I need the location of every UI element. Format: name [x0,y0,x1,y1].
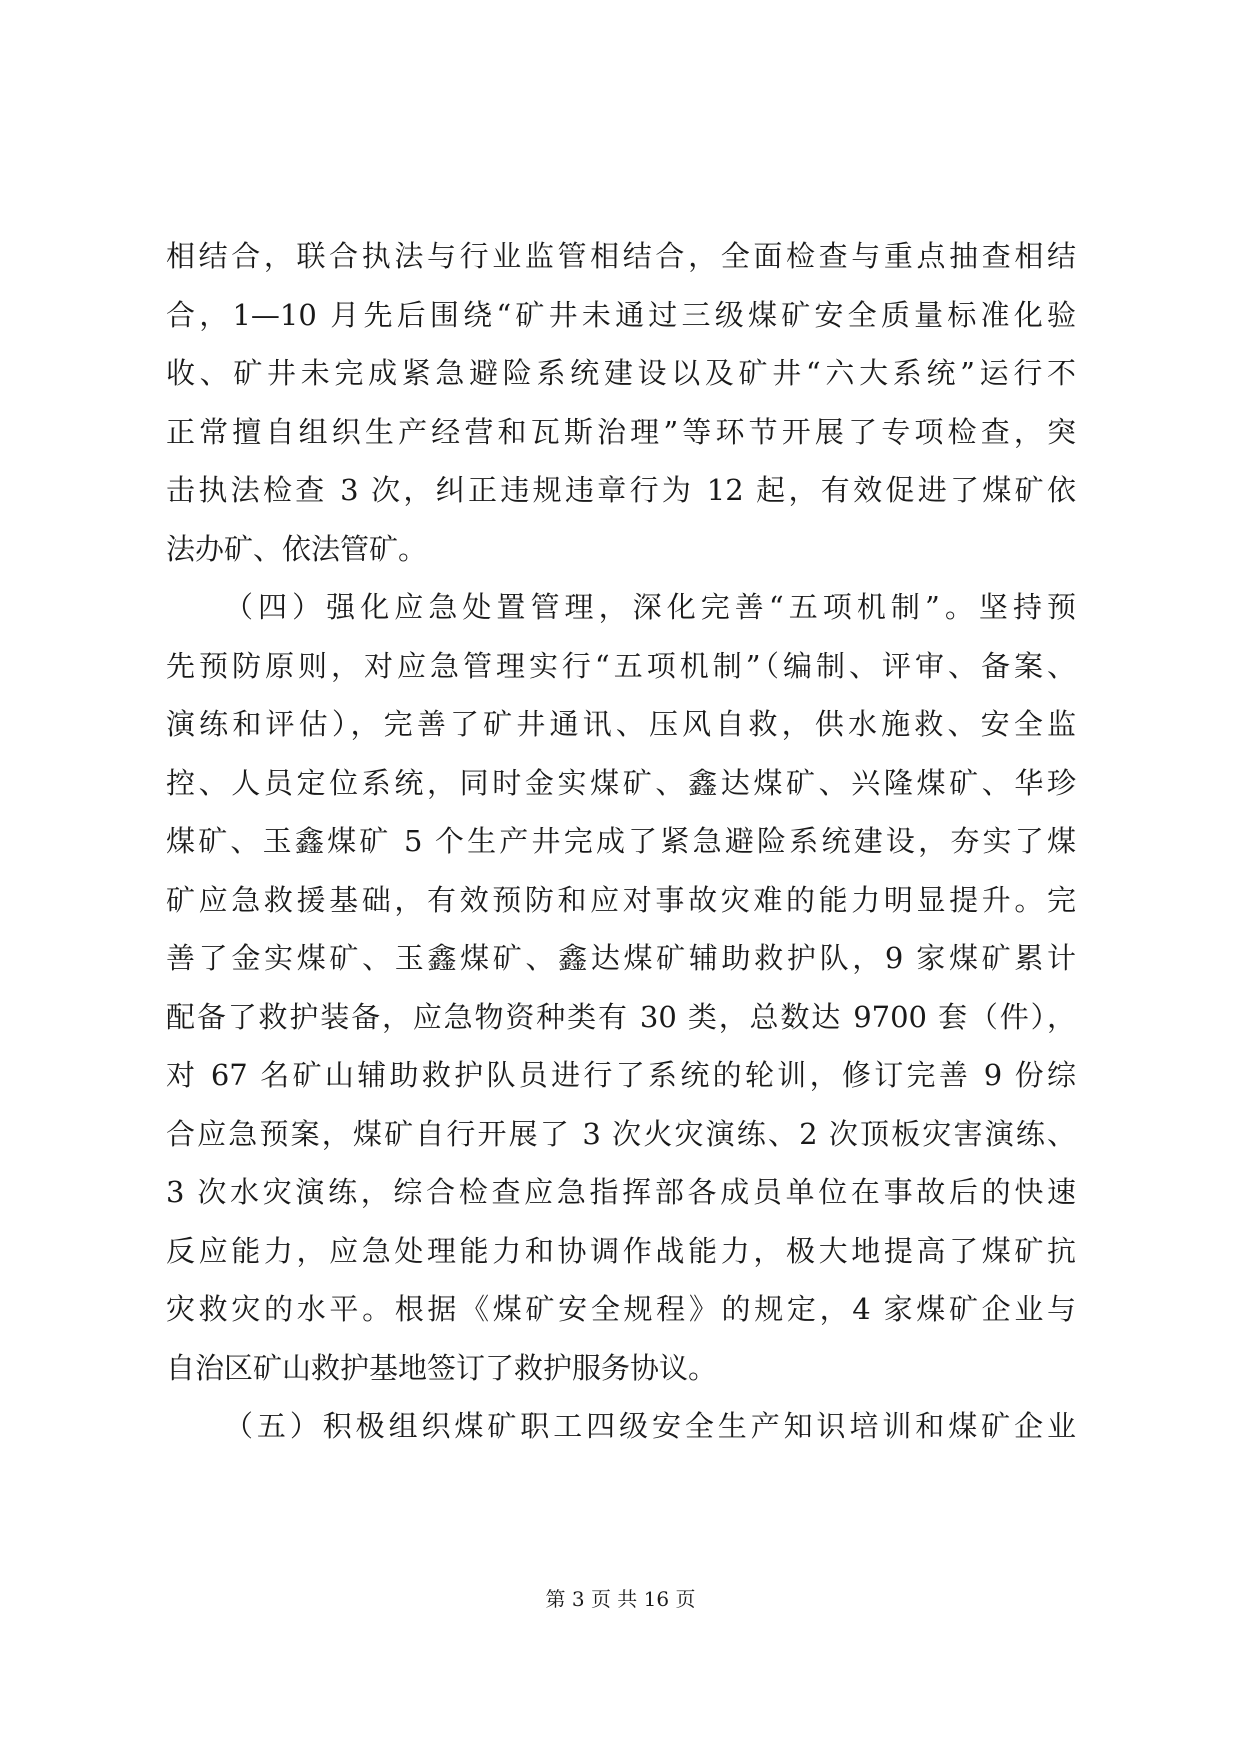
text-line: 法办矿、依法管矿。 [166,531,428,566]
text-line: 配备了救护装备，应急物资种类有 30 类，总数达 9700 套（件）， [166,999,1076,1034]
text-line: 控、人员定位系统，同时金实煤矿、鑫达煤矿、兴隆煤矿、华珍 [166,765,1076,800]
text-line: 合应急预案，煤矿自行开展了 3 次火灾演练、2 次顶板灾害演练、 [166,1116,1076,1151]
page-number-footer: 第 3 页 共 16 页 [545,1587,696,1611]
text-line: 善了金实煤矿、玉鑫煤矿、鑫达煤矿辅助救护队，9 家煤矿累计 [166,941,1076,975]
text-line: 相结合，联合执法与行业监管相结合，全面检查与重点抽查相结 [166,239,1076,273]
text-line: 演练和评估），完善了矿井通讯、压风自救，供水施救、安全监 [166,707,1076,741]
text-line: 击执法检查 3 次，纠正违规违章行为 12 起，有效促进了煤矿依 [166,473,1076,507]
text-line: 矿应急救援基础，有效预防和应对事故灾难的能力明显提升。完 [166,882,1076,917]
text-line: 对 67 名矿山辅助救护队员进行了系统的轮训，修订完善 9 份综 [166,1058,1076,1092]
text-line: 合，1—10 月先后围绕“矿井未通过三级煤矿安全质量标准化验 [166,297,1076,332]
text-line: 收、矿井未完成紧急避险系统建设以及矿井“六大系统”运行不 [166,356,1076,390]
text-line: 煤矿、玉鑫煤矿 5 个生产井完成了紧急避险系统建设，夯实了煤 [166,824,1076,858]
text-line: 先预防原则，对应急管理实行“五项机制”（编制、评审、备案、 [166,648,1076,683]
text-line: 正常擅自组织生产经营和瓦斯治理”等环节开展了专项检查，突 [166,414,1076,449]
text-line: 反应能力，应急处理能力和协调作战能力，极大地提高了煤矿抗 [166,1233,1076,1268]
text-line: 灾救灾的水平。根据《煤矿安全规程》的规定，4 家煤矿企业与 [166,1292,1076,1326]
document-body [166,227,1076,1456]
text-line: 3 次水灾演练，综合检查应急指挥部各成员单位在事故后的快速 [166,1175,1076,1209]
text-line: （四）强化应急处置管理，深化完善“五项机制”。坚持预 [224,590,1076,624]
text-line: （五）积极组织煤矿职工四级安全生产知识培训和煤矿企业 [224,1409,1076,1443]
text-line: 自治区矿山救护基地签订了救护服务协议。 [166,1350,718,1385]
